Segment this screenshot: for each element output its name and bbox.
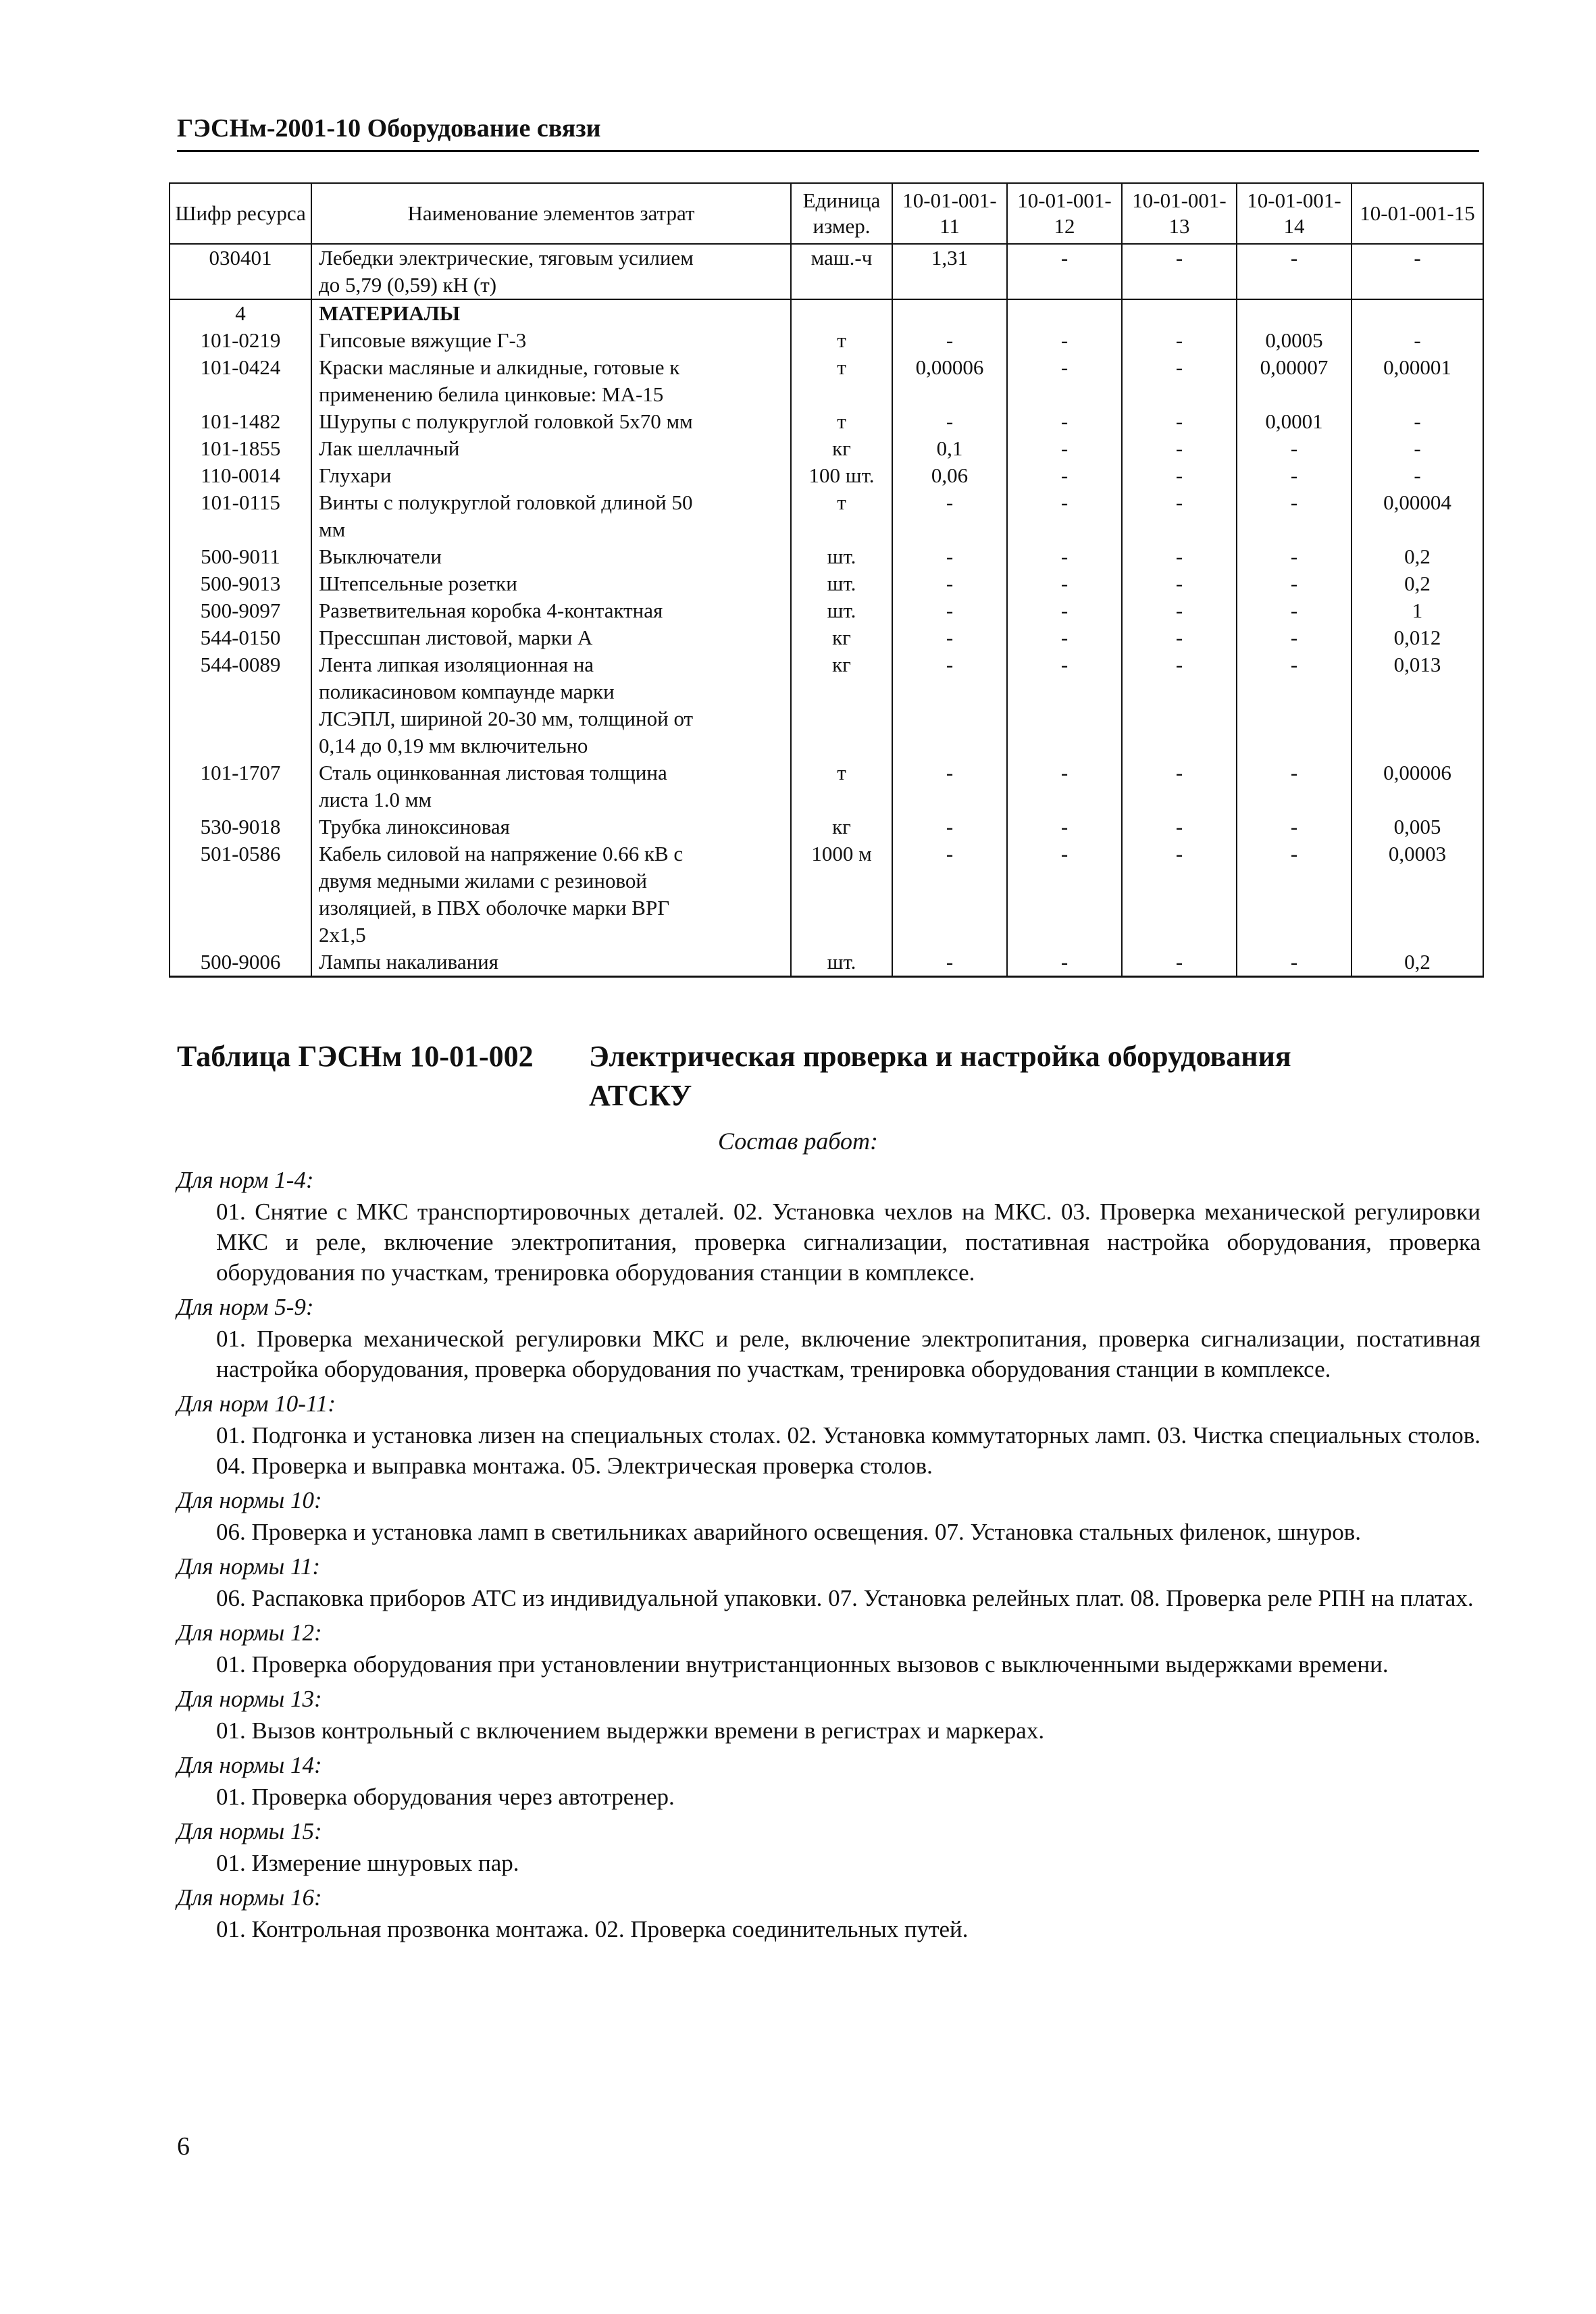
resource-unit: маш.-ч bbox=[791, 244, 892, 299]
resource-name-line: до 5,79 (0,59) кН (т) bbox=[319, 273, 497, 297]
table-number: Таблица ГЭСНм 10-01-002 bbox=[177, 1040, 534, 1073]
norm-group-label: Для нормы 12: bbox=[177, 1619, 322, 1646]
norm-group-label: Для нормы 10: bbox=[177, 1487, 322, 1513]
resource-name bbox=[311, 489, 791, 543]
norm-value: - bbox=[1237, 435, 1352, 462]
norm-value: - bbox=[1237, 759, 1352, 813]
norm-value: - bbox=[892, 624, 1007, 651]
resource-code: 500-9013 bbox=[170, 570, 311, 597]
norm-value: 0,00006 bbox=[892, 354, 1007, 408]
norm-group-label: Для нормы 13: bbox=[177, 1686, 322, 1712]
resource-name-line: МАТЕРИАЛЫ bbox=[319, 301, 461, 325]
norm-value: - bbox=[1122, 354, 1237, 408]
norm-group-label: Для нормы 16: bbox=[177, 1884, 322, 1911]
norm-value: - bbox=[1007, 543, 1122, 570]
resource-code: 501-0586 bbox=[170, 840, 311, 949]
resource-name-line: двумя медными жилами с резиновой bbox=[319, 869, 647, 892]
resource-name bbox=[311, 244, 791, 299]
resource-code: 110-0014 bbox=[170, 462, 311, 489]
resource-unit: кг bbox=[791, 435, 892, 462]
resource-name bbox=[311, 597, 791, 624]
resource-code: 101-1707 bbox=[170, 759, 311, 813]
norm-value: - bbox=[1007, 435, 1122, 462]
resources-table bbox=[169, 182, 1484, 978]
resource-name bbox=[311, 813, 791, 840]
norm-value: - bbox=[1007, 651, 1122, 759]
resource-name-line: Выключатели bbox=[319, 545, 442, 568]
work-steps-paragraph: 01. Проверка оборудования через автотренер. bbox=[216, 1784, 675, 1810]
norm-group-label: Для нормы 15: bbox=[177, 1818, 322, 1844]
norm-value: - bbox=[1237, 570, 1352, 597]
norm-value: - bbox=[892, 597, 1007, 624]
norm-value: - bbox=[1237, 840, 1352, 949]
norm-value: - bbox=[892, 327, 1007, 354]
resource-name-line: применению белила цинковые: МА-15 bbox=[319, 382, 664, 406]
resource-unit: т bbox=[791, 354, 892, 408]
resource-name-line: ЛСЭПЛ, шириной 20-30 мм, толщиной от bbox=[319, 707, 694, 730]
resource-unit: т bbox=[791, 408, 892, 435]
norm-value: - bbox=[1237, 597, 1352, 624]
norm-value: - bbox=[1122, 543, 1237, 570]
resource-name bbox=[311, 651, 791, 759]
resource-name-line: Краски масляные и алкидные, готовые к bbox=[319, 355, 680, 379]
norm-value bbox=[1237, 299, 1352, 327]
resource-unit: шт. bbox=[791, 597, 892, 624]
table-row bbox=[170, 570, 1483, 597]
table-title-line1: Электрическая проверка и настройка оборудования bbox=[589, 1040, 1291, 1073]
norm-value: - bbox=[892, 813, 1007, 840]
norm-value: - bbox=[1352, 435, 1483, 462]
norm-value: - bbox=[892, 840, 1007, 949]
work-composition bbox=[177, 1161, 1481, 1946]
norm-value: - bbox=[1122, 651, 1237, 759]
norm-value: - bbox=[1007, 840, 1122, 949]
table-header-row bbox=[170, 183, 1483, 244]
resource-name-line: Винты с полукруглой головкой длиной 50 bbox=[319, 491, 693, 514]
work-steps-paragraph: 06. Проверка и установка ламп в светильниках аварийного освещения. 07. Установка стальных филенок, шнуров. bbox=[216, 1519, 1362, 1545]
norm-value: 0,1 bbox=[892, 435, 1007, 462]
norm-value: - bbox=[892, 408, 1007, 435]
resource-unit: кг bbox=[791, 813, 892, 840]
norm-value: - bbox=[1007, 813, 1122, 840]
resource-name-line: Лак шеллачный bbox=[319, 436, 460, 460]
norm-value: - bbox=[892, 489, 1007, 543]
norm-group-label: Для норм 1-4: bbox=[177, 1167, 314, 1193]
resource-code: 530-9018 bbox=[170, 813, 311, 840]
norm-value bbox=[1352, 299, 1483, 327]
work-steps-paragraph: 01. Измерение шнуровых пар. bbox=[216, 1850, 519, 1876]
norm-value: - bbox=[1237, 949, 1352, 977]
resource-name bbox=[311, 408, 791, 435]
norm-value: - bbox=[1122, 489, 1237, 543]
norm-value: - bbox=[892, 759, 1007, 813]
table-row bbox=[170, 244, 1483, 299]
norm-value: - bbox=[1122, 759, 1237, 813]
resource-name-line: листа 1.0 мм bbox=[319, 788, 432, 811]
resource-name-line: Сталь оцинкованная листовая толщина bbox=[319, 761, 667, 784]
table-row bbox=[170, 597, 1483, 624]
column-header-norm: 10-01-001-15 bbox=[1352, 183, 1483, 244]
resource-name bbox=[311, 570, 791, 597]
resource-name bbox=[311, 299, 791, 327]
work-steps-paragraph: 01. Контрольная прозвонка монтажа. 02. Проверка соединительных путей. bbox=[216, 1916, 969, 1942]
norm-value: - bbox=[892, 949, 1007, 977]
column-header-norm: 10-01-001-12 bbox=[1007, 183, 1122, 244]
resource-unit: 100 шт. bbox=[791, 462, 892, 489]
norm-value: 0,00007 bbox=[1237, 354, 1352, 408]
norm-value: - bbox=[1007, 327, 1122, 354]
resource-unit: шт. bbox=[791, 949, 892, 977]
norm-value: - bbox=[1237, 624, 1352, 651]
document-header-title: ГЭСНм-2001-10 Оборудование связи bbox=[177, 114, 601, 143]
resource-name-line: Лента липкая изоляционная на bbox=[319, 653, 594, 676]
column-header-code: Шифр ресурса bbox=[170, 183, 311, 244]
resource-name-line: Штепсельные розетки bbox=[319, 572, 517, 595]
norm-value: - bbox=[1122, 244, 1237, 299]
table-row bbox=[170, 299, 1483, 327]
norm-value: - bbox=[1352, 244, 1483, 299]
resource-name bbox=[311, 435, 791, 462]
norm-group-label: Для нормы 14: bbox=[177, 1752, 322, 1778]
norm-value: - bbox=[1122, 327, 1237, 354]
norm-value: 0,00004 bbox=[1352, 489, 1483, 543]
norm-value: - bbox=[1007, 244, 1122, 299]
resource-code: 101-0115 bbox=[170, 489, 311, 543]
norm-value: - bbox=[1237, 543, 1352, 570]
norm-value: 0,2 bbox=[1352, 543, 1483, 570]
resource-name bbox=[311, 949, 791, 977]
resource-unit: шт. bbox=[791, 570, 892, 597]
resource-name-line: мм bbox=[319, 518, 346, 541]
norm-value: - bbox=[1007, 462, 1122, 489]
resource-name-line: Глухари bbox=[319, 463, 392, 487]
work-steps-paragraph: 01. Снятие с МКС транспортировочных деталей. 02. Установка чехлов на МКС. 03. Проверка механической регулировки МКС и реле, включение электропитания, проверка сигнализации, постативная настройка оборудования, проверка оборудования по участкам, тренировка оборудования станции в комплексе. bbox=[216, 1199, 1481, 1286]
resource-code: 101-1482 bbox=[170, 408, 311, 435]
table-row bbox=[170, 354, 1483, 408]
norm-value: - bbox=[1007, 570, 1122, 597]
resource-code: 500-9006 bbox=[170, 949, 311, 977]
resource-unit: 1000 м bbox=[791, 840, 892, 949]
column-header-norm: 10-01-001-13 bbox=[1122, 183, 1237, 244]
norm-value: 0,005 bbox=[1352, 813, 1483, 840]
norm-value: - bbox=[1352, 462, 1483, 489]
resource-name-line: Гипсовые вяжущие Г-3 bbox=[319, 328, 527, 352]
column-header-norm: 10-01-001-11 bbox=[892, 183, 1007, 244]
resource-name bbox=[311, 354, 791, 408]
table-title-line2: АТСКУ bbox=[589, 1079, 692, 1112]
column-header-unit: Единица измер. bbox=[791, 183, 892, 244]
resource-name-line: изоляцией, в ПВХ оболочке марки ВРГ bbox=[319, 896, 670, 920]
table-row bbox=[170, 462, 1483, 489]
resource-unit: т bbox=[791, 759, 892, 813]
norm-group-label: Для норм 10-11: bbox=[177, 1390, 336, 1417]
resource-unit: кг bbox=[791, 624, 892, 651]
norm-value: 0,0001 bbox=[1237, 408, 1352, 435]
resource-name bbox=[311, 759, 791, 813]
norm-value: 0,013 bbox=[1352, 651, 1483, 759]
norm-value bbox=[1007, 299, 1122, 327]
resource-name-line: Трубка линоксиновая bbox=[319, 815, 510, 838]
norm-value: 1,31 bbox=[892, 244, 1007, 299]
resource-unit: шт. bbox=[791, 543, 892, 570]
norm-value: - bbox=[1007, 624, 1122, 651]
table-row bbox=[170, 813, 1483, 840]
resource-code: 101-0424 bbox=[170, 354, 311, 408]
norm-value: 0,0005 bbox=[1237, 327, 1352, 354]
norm-value: 0,00001 bbox=[1352, 354, 1483, 408]
work-steps-paragraph: 01. Подгонка и установка лизен на специальных столах. 02. Установка коммутаторных ламп. 03. Чистка специальных столов. 04. Проверка и выправка монтажа. 05. Электрическая проверка столов. bbox=[216, 1422, 1481, 1479]
norm-value: - bbox=[1352, 327, 1483, 354]
norm-value: - bbox=[1237, 813, 1352, 840]
norm-value: 0,06 bbox=[892, 462, 1007, 489]
header-divider bbox=[177, 150, 1479, 152]
resource-name-line: 0,14 до 0,19 мм включительно bbox=[319, 734, 588, 757]
table-row bbox=[170, 840, 1483, 949]
norm-value: - bbox=[892, 570, 1007, 597]
norm-value: - bbox=[892, 651, 1007, 759]
work-steps-paragraph: 01. Вызов контрольный с включением выдержки времени в регистрах и маркерах. bbox=[216, 1717, 1045, 1744]
resource-name-line: Прессшпан листовой, марки А bbox=[319, 626, 593, 649]
resource-name bbox=[311, 327, 791, 354]
table-row bbox=[170, 435, 1483, 462]
page-number: 6 bbox=[177, 2132, 190, 2161]
resource-code: 101-0219 bbox=[170, 327, 311, 354]
work-steps-paragraph: 01. Проверка оборудования при установлении внутристанционных вызовов с выключенными выдержками времени. bbox=[216, 1651, 1389, 1678]
norm-value: - bbox=[1122, 840, 1237, 949]
norm-value bbox=[892, 299, 1007, 327]
norm-group-label: Для норм 5-9: bbox=[177, 1294, 314, 1320]
composition-title: Состав работ: bbox=[718, 1128, 878, 1155]
norm-value: 0,2 bbox=[1352, 949, 1483, 977]
resource-unit: т bbox=[791, 489, 892, 543]
work-steps-paragraph: 01. Проверка механической регулировки МКС и реле, включение электропитания, проверка сигнализации, постативная настройка оборудования, проверка оборудования по участкам, тренировка оборудования станции в комплексе. bbox=[216, 1326, 1481, 1382]
norm-value: - bbox=[1122, 570, 1237, 597]
resource-code: 500-9097 bbox=[170, 597, 311, 624]
table-row bbox=[170, 949, 1483, 977]
resource-name bbox=[311, 462, 791, 489]
resource-name bbox=[311, 840, 791, 949]
norm-value: - bbox=[1007, 354, 1122, 408]
resource-unit: т bbox=[791, 327, 892, 354]
norm-value: 0,012 bbox=[1352, 624, 1483, 651]
norm-value: - bbox=[1122, 597, 1237, 624]
norm-value: 0,0003 bbox=[1352, 840, 1483, 949]
resource-name-line: поликасиновом компаунде марки bbox=[319, 680, 615, 703]
norm-value: 1 bbox=[1352, 597, 1483, 624]
norm-value: - bbox=[1122, 408, 1237, 435]
resource-name bbox=[311, 624, 791, 651]
norm-value: - bbox=[1122, 949, 1237, 977]
table-row bbox=[170, 489, 1483, 543]
norm-value: 0,2 bbox=[1352, 570, 1483, 597]
resource-code: 4 bbox=[170, 299, 311, 327]
norm-value: - bbox=[892, 543, 1007, 570]
resource-name bbox=[311, 543, 791, 570]
norm-value: - bbox=[1007, 597, 1122, 624]
resource-name-line: Разветвительная коробка 4-контактная bbox=[319, 599, 663, 622]
norm-value: - bbox=[1352, 408, 1483, 435]
resource-code: 544-0089 bbox=[170, 651, 311, 759]
resource-code: 101-1855 bbox=[170, 435, 311, 462]
resource-name-line: 2х1,5 bbox=[319, 923, 366, 947]
norm-value: - bbox=[1122, 624, 1237, 651]
norm-value: - bbox=[1007, 408, 1122, 435]
column-header-norm: 10-01-001-14 bbox=[1237, 183, 1352, 244]
resource-unit: кг bbox=[791, 651, 892, 759]
work-steps-paragraph: 06. Распаковка приборов АТС из индивидуальной упаковки. 07. Установка релейных плат. 08. Проверка реле РПН на платах. bbox=[216, 1585, 1474, 1611]
norm-value: - bbox=[1007, 759, 1122, 813]
resource-name-line: Кабель силовой на напряжение 0.66 кВ с bbox=[319, 842, 684, 865]
table-row bbox=[170, 408, 1483, 435]
norm-value: - bbox=[1007, 949, 1122, 977]
norm-value: - bbox=[1237, 489, 1352, 543]
table-row bbox=[170, 651, 1483, 759]
norm-group-label: Для нормы 11: bbox=[177, 1553, 321, 1580]
norm-value: - bbox=[1122, 435, 1237, 462]
norm-value: 0,00006 bbox=[1352, 759, 1483, 813]
table-section-heading bbox=[177, 1037, 1291, 1115]
table-row bbox=[170, 327, 1483, 354]
table-row bbox=[170, 543, 1483, 570]
resource-name-line: Лебедки электрические, тяговым усилием bbox=[319, 246, 694, 270]
resource-code: 030401 bbox=[170, 244, 311, 299]
norm-value: - bbox=[1237, 462, 1352, 489]
norm-value: - bbox=[1007, 489, 1122, 543]
table-row bbox=[170, 759, 1483, 813]
norm-value bbox=[1122, 299, 1237, 327]
norm-value: - bbox=[1122, 462, 1237, 489]
resource-code: 500-9011 bbox=[170, 543, 311, 570]
table-row bbox=[170, 624, 1483, 651]
norm-value: - bbox=[1237, 244, 1352, 299]
resources-table-body bbox=[170, 244, 1483, 977]
resource-unit bbox=[791, 299, 892, 327]
norm-value: - bbox=[1122, 813, 1237, 840]
norm-value: - bbox=[1237, 651, 1352, 759]
resource-code: 544-0150 bbox=[170, 624, 311, 651]
resource-name-line: Шурупы с полукруглой головкой 5х70 мм bbox=[319, 409, 693, 433]
resource-name-line: Лампы накаливания bbox=[319, 950, 499, 974]
column-header-name: Наименование элементов затрат bbox=[311, 183, 791, 244]
